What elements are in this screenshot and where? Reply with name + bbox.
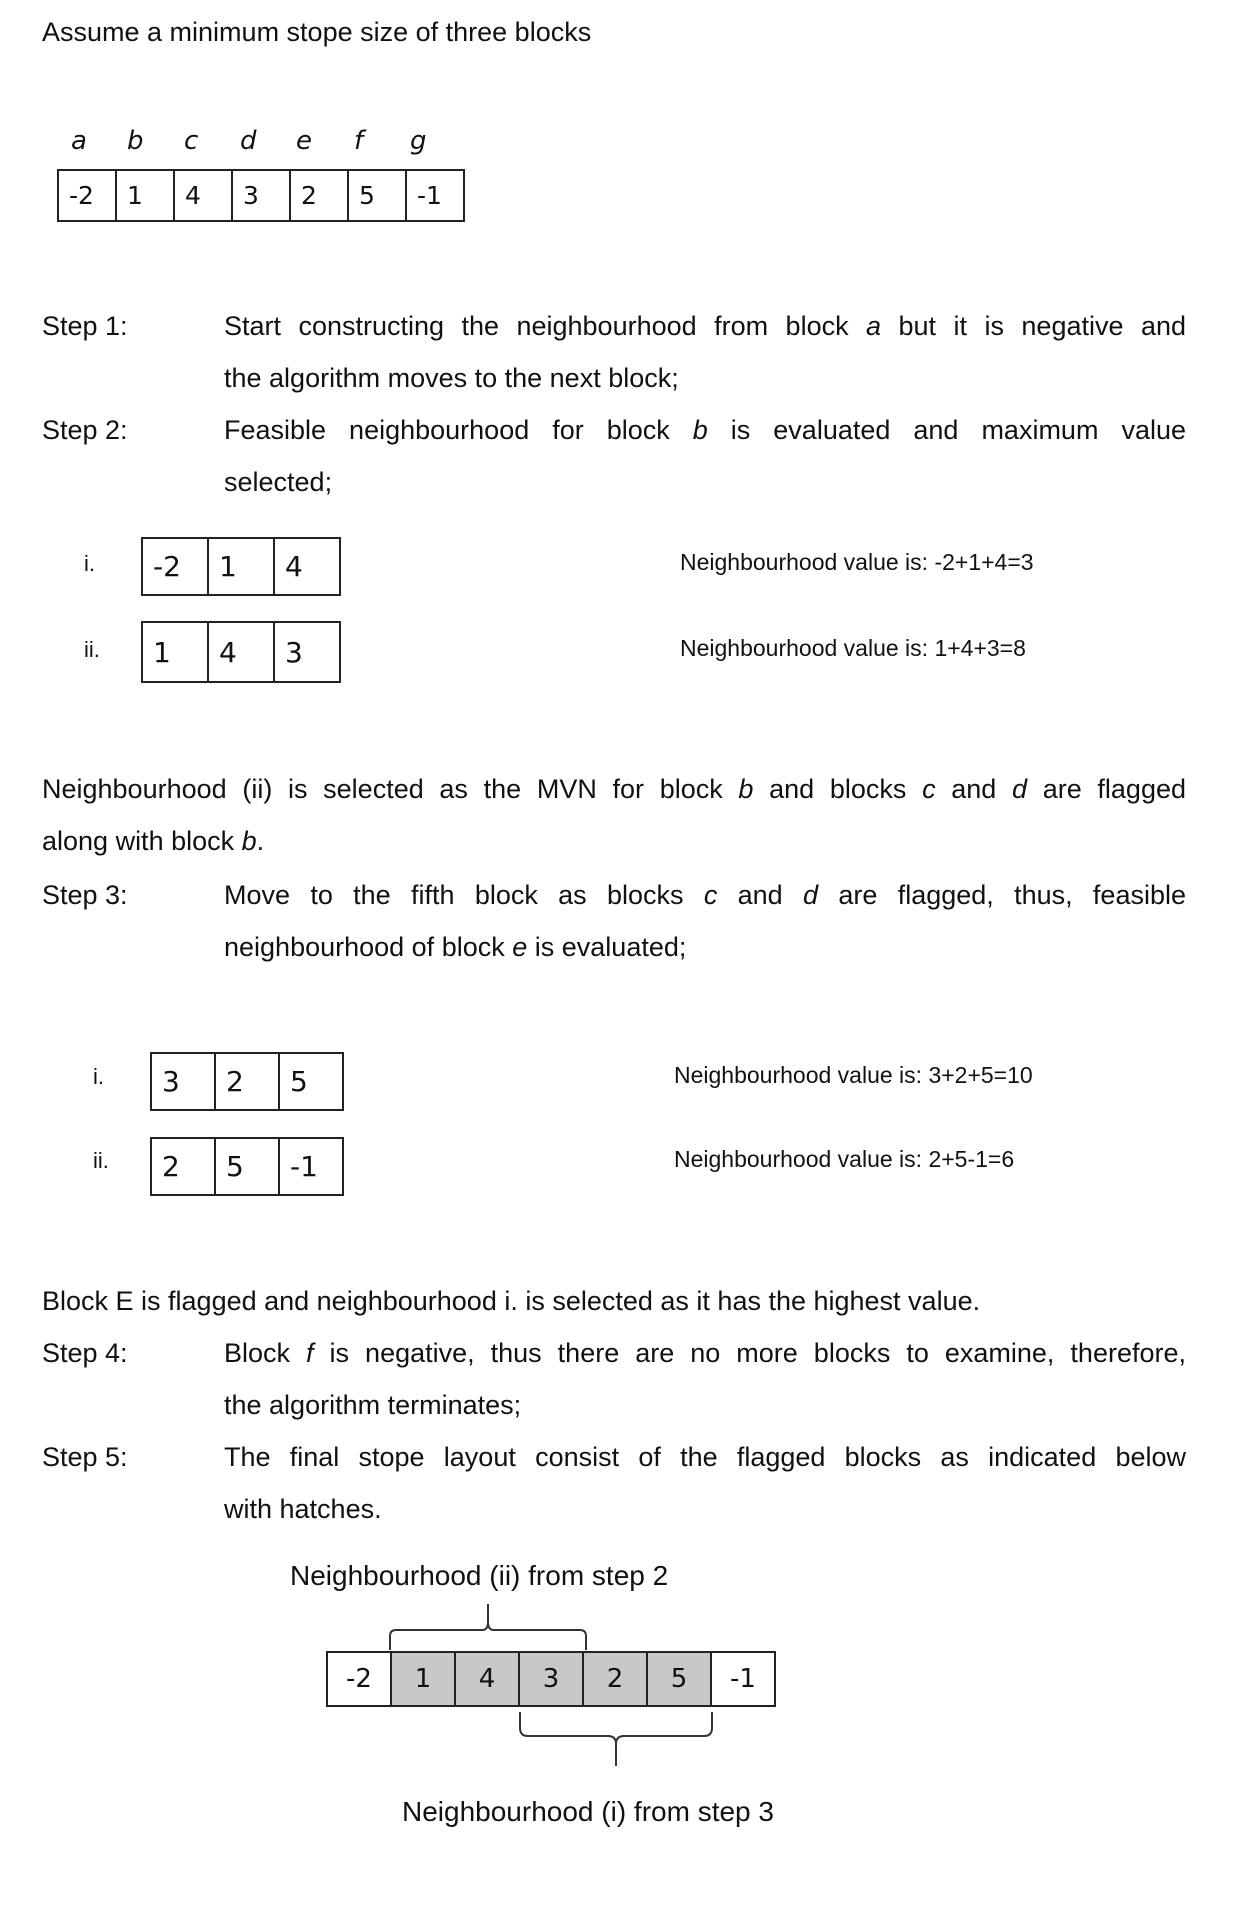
step2-label: Step 2: <box>42 415 128 445</box>
header-c: c <box>184 126 199 156</box>
step1-body: Start constructing the neighbourhood from block a but it is negative and the algorithm moves to the next block; <box>224 311 1186 393</box>
option-cell: -1 <box>279 1138 343 1195</box>
step5-label: Step 5: <box>42 1442 128 1472</box>
option-cell: 3 <box>151 1053 215 1110</box>
step4-body: Block f is negative, thus there are no more blocks to examine, therefore, the algorithm terminates; <box>224 1338 1186 1420</box>
block-cell: 2 <box>290 170 348 221</box>
top-bracket <box>390 1604 586 1650</box>
header-b: b <box>127 126 144 156</box>
option-cell: 4 <box>208 622 274 682</box>
option-numeral: i. <box>84 551 95 576</box>
step4-label: Step 4: <box>42 1338 128 1368</box>
option-cell: 2 <box>215 1053 279 1110</box>
block-e-paragraph: Block E is flagged and neighbourhood i. is selected as it has the highest value. <box>42 1286 981 1316</box>
final-cell-hatched: 4 <box>455 1652 519 1706</box>
block-cell: -1 <box>406 170 464 221</box>
neighbourhood-value: Neighbourhood value is: 3+2+5=10 <box>674 1062 1033 1088</box>
final-layout-table <box>326 1651 776 1707</box>
block-cell: 1 <box>116 170 174 221</box>
neighbourhood-value: Neighbourhood value is: 1+4+3=8 <box>680 635 1026 661</box>
bottom-bracket <box>520 1712 712 1766</box>
option-cell: 5 <box>215 1138 279 1195</box>
header-g: g <box>410 126 427 156</box>
option-cell: 1 <box>142 622 208 682</box>
final-cell-hatched: 1 <box>391 1652 455 1706</box>
option-cell: -2 <box>142 538 208 595</box>
final-cell-hatched: 2 <box>583 1652 647 1706</box>
header-a: a <box>71 126 87 156</box>
neighbourhood-value: Neighbourhood value is: 2+5-1=6 <box>674 1146 1015 1172</box>
final-cell: -2 <box>327 1652 391 1706</box>
block-cell: 3 <box>232 170 290 221</box>
step5-body: The final stope layout consist of the flagged blocks as indicated below with hatches. <box>224 1442 1186 1524</box>
step3-body: Move to the fifth block as blocks c and d are flagged, thus, feasible neighbourhood of block e is evaluated; <box>224 880 1186 962</box>
option-numeral: i. <box>93 1064 104 1089</box>
step3-label: Step 3: <box>42 880 128 910</box>
neighbourhood-value: Neighbourhood value is: -2+1+4=3 <box>680 549 1034 575</box>
option-numeral: ii. <box>93 1148 109 1173</box>
block-cell: 5 <box>348 170 406 221</box>
header-f: f <box>354 126 364 156</box>
final-cell: -1 <box>711 1652 775 1706</box>
final-cell-hatched: 5 <box>647 1652 711 1706</box>
header-e: e <box>296 126 312 156</box>
final-cell-hatched: 3 <box>519 1652 583 1706</box>
option-cell: 4 <box>274 538 340 595</box>
top-caption: Neighbourhood (ii) from step 2 <box>290 1560 669 1591</box>
option-cell: 2 <box>151 1138 215 1195</box>
block-cell: 4 <box>174 170 232 221</box>
option-cell: 5 <box>279 1053 343 1110</box>
block-cell: -2 <box>58 170 116 221</box>
option-numeral: ii. <box>84 637 100 662</box>
option-cell: 3 <box>274 622 340 682</box>
step2-body: Feasible neighbourhood for block b is evaluated and maximum value selected; <box>224 415 1186 497</box>
intro-text: Assume a minimum stope size of three blocks <box>42 17 592 47</box>
option-cell: 1 <box>208 538 274 595</box>
bottom-caption: Neighbourhood (i) from step 3 <box>402 1796 774 1827</box>
selection-paragraph: Neighbourhood (ii) is selected as the MVN for block b and blocks c and d are flagged along with block b. <box>42 774 1186 856</box>
step1-label: Step 1: <box>42 311 128 341</box>
header-d: d <box>240 126 257 156</box>
